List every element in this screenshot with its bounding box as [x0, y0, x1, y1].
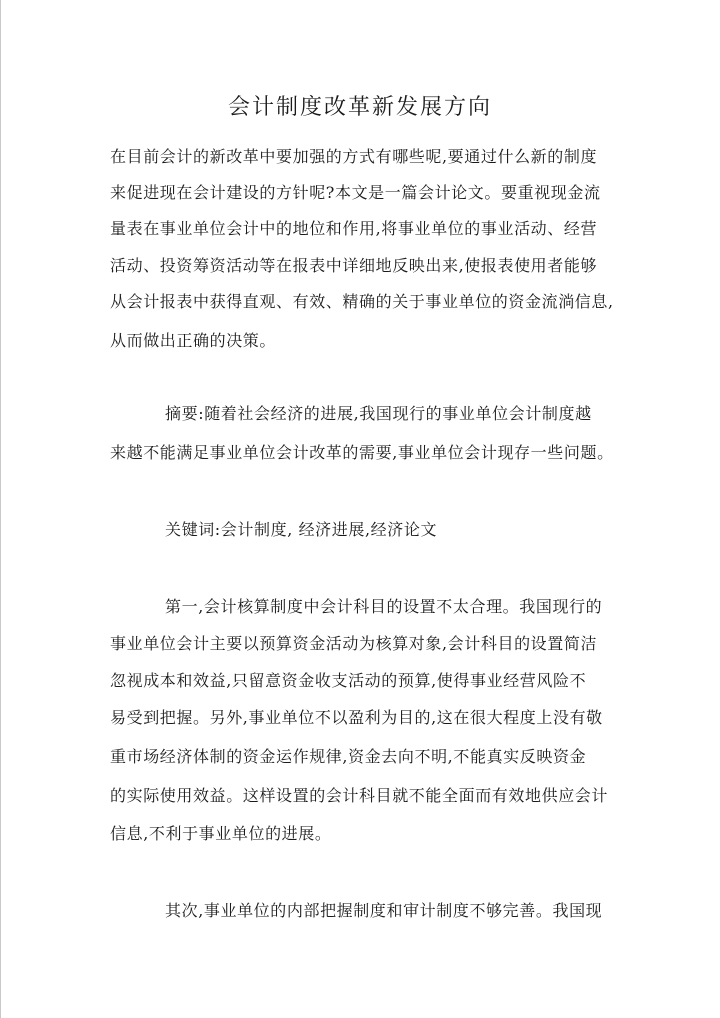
text-line: 事业单位会计主要以预算资金活动为核算对象,会计科目的设置简洁	[110, 634, 598, 653]
text-line: 忽视成本和效益,只留意资金收支活动的预算,使得事业经营风险不	[110, 671, 587, 690]
text-line: 来促进现在会计建设的方针呢?本文是一篇会计论文。要重视现金流	[110, 183, 601, 202]
text-line: 其次,事业单位的内部把握制度和审计制度不够完善。我国现	[165, 901, 603, 920]
text-line: 从会计报表中获得直观、有效、精确的关于事业单位的资金流淌信息,	[110, 292, 614, 311]
text-line: 活动、投资筹资活动等在报表中详细地反映出来,使报表使用者能够	[110, 256, 598, 275]
text-line: 信息,不利于事业单位的进展。	[110, 824, 332, 843]
text-line: 重市场经济体制的资金运作规律,资金去向不明,不能真实反映资金	[110, 747, 587, 766]
text-line: 的实际使用效益。这样设置的会计科目就不能全面而有效地供应会计	[110, 786, 609, 805]
text-line: 来越不能满足事业单位会计改革的需要,事业单位会计现存一些问题。	[110, 443, 614, 462]
text-line: 摘要:随着社会经济的进展,我国现行的事业单位会计制度越	[165, 404, 592, 423]
text-line: 易受到把握。另外,事业单位不以盈利为目的,这在很大程度上没有敬	[110, 708, 603, 727]
document-title: 会计制度改革新发展方向	[227, 95, 492, 120]
text-line: 从而做出正确的决策。	[110, 331, 277, 350]
text-line: 第一,会计核算制度中会计科目的设置不太合理。我国现行的	[165, 597, 603, 616]
keywords-line: 关键词:会计制度, 经济进展,经济论文	[165, 520, 438, 539]
text-line: 在目前会计的新改革中要加强的方式有哪些呢,要通过什么新的制度	[110, 147, 598, 166]
text-line: 量表在事业单位会计中的地位和作用,将事业单位的事业活动、经营	[110, 219, 598, 238]
